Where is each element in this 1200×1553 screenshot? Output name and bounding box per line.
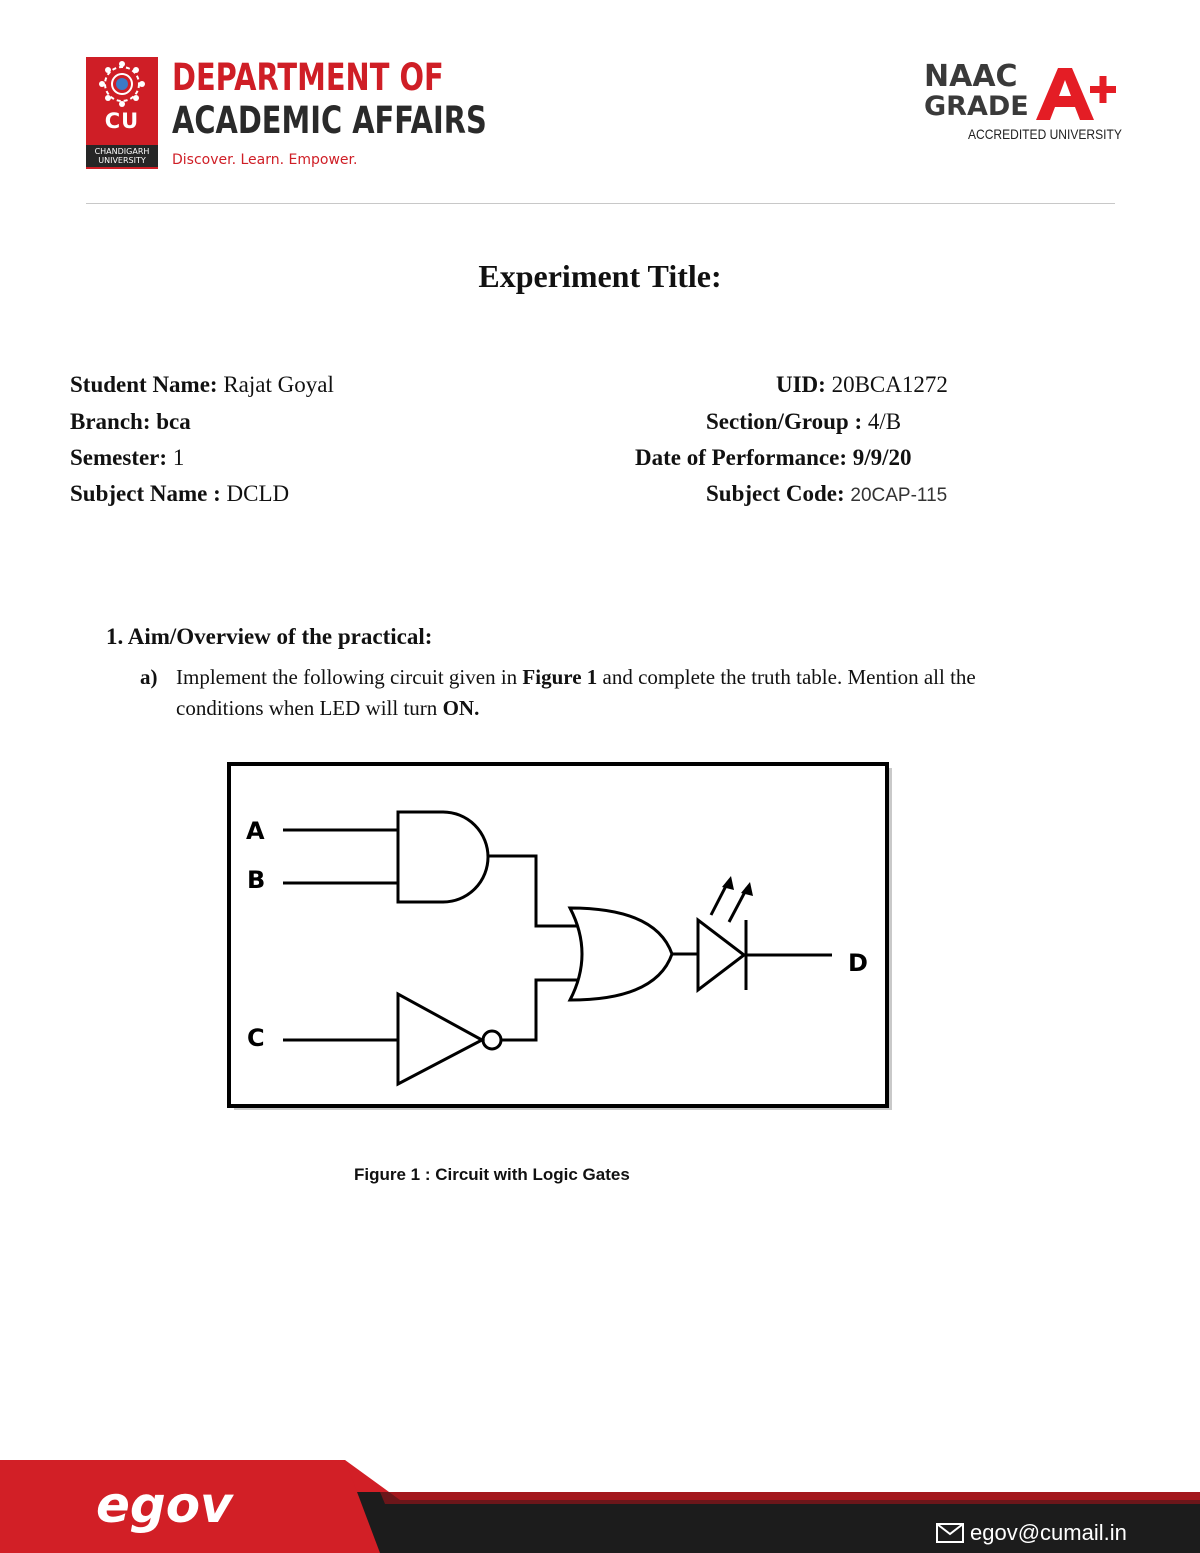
mail-icon bbox=[936, 1523, 964, 1543]
aim-text-part2: and complete the truth table. Mention all the bbox=[602, 665, 976, 689]
subject-code-label: Subject Code: bbox=[706, 481, 845, 506]
input-label-a: A bbox=[246, 817, 265, 845]
aim-body bbox=[140, 662, 1100, 724]
subject-name-value: DCLD bbox=[226, 481, 290, 506]
student-name-value: Rajat Goyal bbox=[223, 372, 334, 397]
footer-email[interactable] bbox=[936, 1520, 1127, 1546]
footer-email-text: egov@cumail.in bbox=[970, 1520, 1127, 1545]
accredited-text: ACCREDITED UNIVERSITY bbox=[968, 126, 1122, 142]
semester-label: Semester: bbox=[70, 445, 168, 470]
cu-logo bbox=[86, 57, 158, 169]
naac-text: NAAC bbox=[924, 59, 1018, 94]
section-label: Section/Group : bbox=[706, 409, 863, 434]
header-divider bbox=[86, 203, 1115, 204]
aim-line-1 bbox=[140, 662, 1100, 693]
uid-value: 20BCA1272 bbox=[831, 372, 948, 397]
aim-line-2 bbox=[140, 693, 1100, 724]
input-label-c: C bbox=[247, 1024, 265, 1052]
tagline: Discover. Learn. Empower. bbox=[172, 152, 358, 168]
date-of-performance-row bbox=[635, 445, 912, 471]
egov-logo: egov bbox=[96, 1476, 233, 1534]
figure-frame bbox=[229, 764, 887, 1106]
figure-caption: Figure 1 : Circuit with Logic Gates bbox=[354, 1165, 630, 1184]
student-name-label: Student Name: bbox=[70, 372, 218, 397]
subject-name-row bbox=[70, 481, 289, 507]
aim-text-on: ON. bbox=[442, 696, 480, 720]
cu-logo-subtitle bbox=[86, 145, 158, 167]
circuit-diagram bbox=[226, 760, 898, 1116]
cu-logo-text: CU bbox=[104, 109, 140, 133]
naac-badge bbox=[924, 59, 1124, 152]
aim-text-figure-ref: Figure 1 bbox=[522, 665, 598, 689]
section-value: 4/B bbox=[867, 409, 902, 434]
grade-a-plus-icon bbox=[1032, 66, 1116, 122]
semester-row bbox=[70, 445, 184, 471]
cu-logo-sub-line1: CHANDIGARH bbox=[94, 147, 150, 156]
cu-logo-sub-line2: UNIVERSITY bbox=[98, 156, 146, 165]
grade-text: GRADE bbox=[924, 91, 1029, 122]
semester-value: 1 bbox=[172, 445, 185, 470]
section-row bbox=[706, 409, 901, 435]
subject-code-value: 20CAP-115 bbox=[850, 485, 948, 506]
input-label-b: B bbox=[247, 866, 266, 894]
branch-row bbox=[70, 409, 191, 435]
aim-heading: 1. Aim/Overview of the practical: bbox=[106, 624, 433, 649]
department-title-line2: ACADEMIC AFFAIRS bbox=[172, 99, 487, 142]
aim-text-part1: Implement the following circuit given in bbox=[176, 665, 518, 689]
cu-emblem-icon bbox=[92, 61, 152, 107]
uid-row bbox=[776, 372, 948, 398]
subject-name-label: Subject Name : bbox=[70, 481, 221, 506]
output-label-d: D bbox=[848, 949, 868, 977]
branch-label: Branch: bbox=[70, 409, 151, 434]
department-title-line1: DEPARTMENT OF bbox=[172, 56, 444, 99]
experiment-title: Experiment Title: bbox=[478, 258, 722, 294]
date-of-performance-value: 9/9/20 bbox=[852, 445, 912, 470]
aim-item-label: a) bbox=[140, 665, 158, 689]
subject-code-row bbox=[706, 481, 947, 507]
student-name-row bbox=[70, 372, 334, 398]
date-of-performance-label: Date of Performance: bbox=[635, 445, 847, 470]
uid-label: UID: bbox=[776, 372, 826, 397]
aim-text-line2: conditions when LED will turn bbox=[176, 696, 438, 720]
branch-value: bca bbox=[156, 409, 191, 434]
